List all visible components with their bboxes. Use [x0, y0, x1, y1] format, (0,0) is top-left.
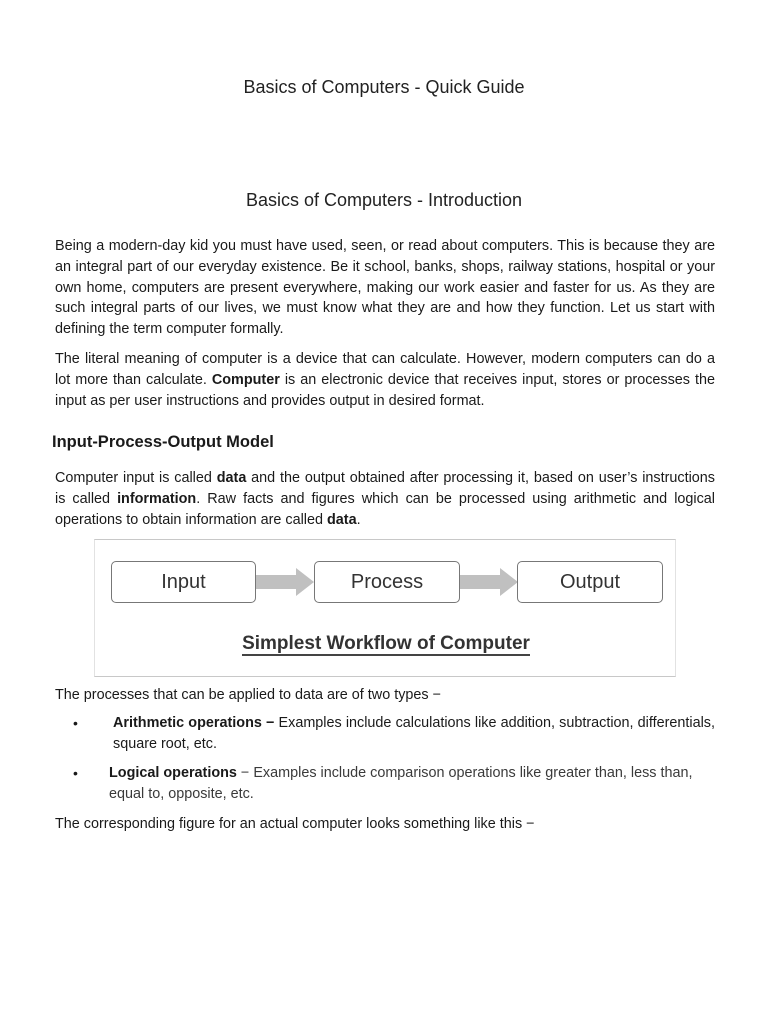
figure-caption-text: Simplest Workflow of Computer: [242, 633, 530, 654]
ipo-heading: Input-Process-Output Model: [52, 433, 274, 451]
list-item-desc: Examples include calculations like addition, subtraction, differentials, square root, etc.: [113, 715, 715, 752]
figure-caption: [95, 633, 677, 655]
list-item-bold: Arithmetic operations −: [113, 715, 275, 731]
document-title: Basics of Computers - Quick Guide: [243, 77, 525, 97]
data-bold-3: data: [327, 511, 357, 528]
input-box: Input: [111, 561, 256, 603]
intro-paragraph: Being a modern-day kid you must have used, seen, or read about computers. This is because they are an integral part of our everyday existence. Be it school, banks, shops, railway stations, hospital or your own home, computers are present everywhere, making our work easier and faster for us. As they are such integral parts of our lives, we must know what they are and how they function. Let us start with defining the term computer formally.: [55, 238, 715, 338]
arrow-shape: [256, 568, 314, 596]
data-text-3: . Raw facts and figures which can be processed using arithmetic and logical operations to obtain information are called: [55, 490, 715, 528]
process-box: Process: [314, 561, 460, 603]
data-bold-1: data: [216, 470, 247, 486]
definition-paragraph: [55, 349, 715, 411]
right-arrow-icon: [460, 568, 518, 596]
data-bold-2: information: [117, 490, 197, 507]
closing-paragraph: The corresponding figure for an actual computer looks something like this −: [55, 816, 535, 832]
list-item-text: [109, 763, 699, 805]
data-paragraph: [55, 468, 715, 530]
bullet-icon: •: [73, 715, 78, 731]
list-item-text: [113, 713, 715, 755]
right-arrow-icon: [256, 568, 314, 596]
workflow-figure: [94, 539, 676, 677]
bullet-icon: •: [73, 765, 78, 781]
list-item-bold: Logical operations: [109, 765, 237, 781]
process-types-paragraph: The processes that can be applied to data are of two types −: [55, 687, 441, 703]
section-title: Basics of Computers - Introduction: [245, 190, 523, 210]
list-item-desc: − Examples include comparison operations like greater than, less than, equal to, opposite, etc.: [109, 765, 693, 802]
definition-text-before: The literal meaning of computer is a device that can calculate. However, modern computers can do a lot more than calculate.: [55, 351, 715, 388]
data-text-1: Computer input is called: [55, 470, 217, 486]
definition-text-after: is an electronic device that receives input, stores or processes the input as per user instructions and provides output in desired format.: [55, 371, 716, 409]
arrow-shape: [460, 568, 518, 596]
data-text-2: and the output obtained after processing it, based on user’s instructions is called: [55, 470, 716, 507]
data-text-4: .: [356, 511, 361, 528]
definition-bold-term: Computer: [211, 371, 280, 388]
output-box: Output: [517, 561, 663, 603]
